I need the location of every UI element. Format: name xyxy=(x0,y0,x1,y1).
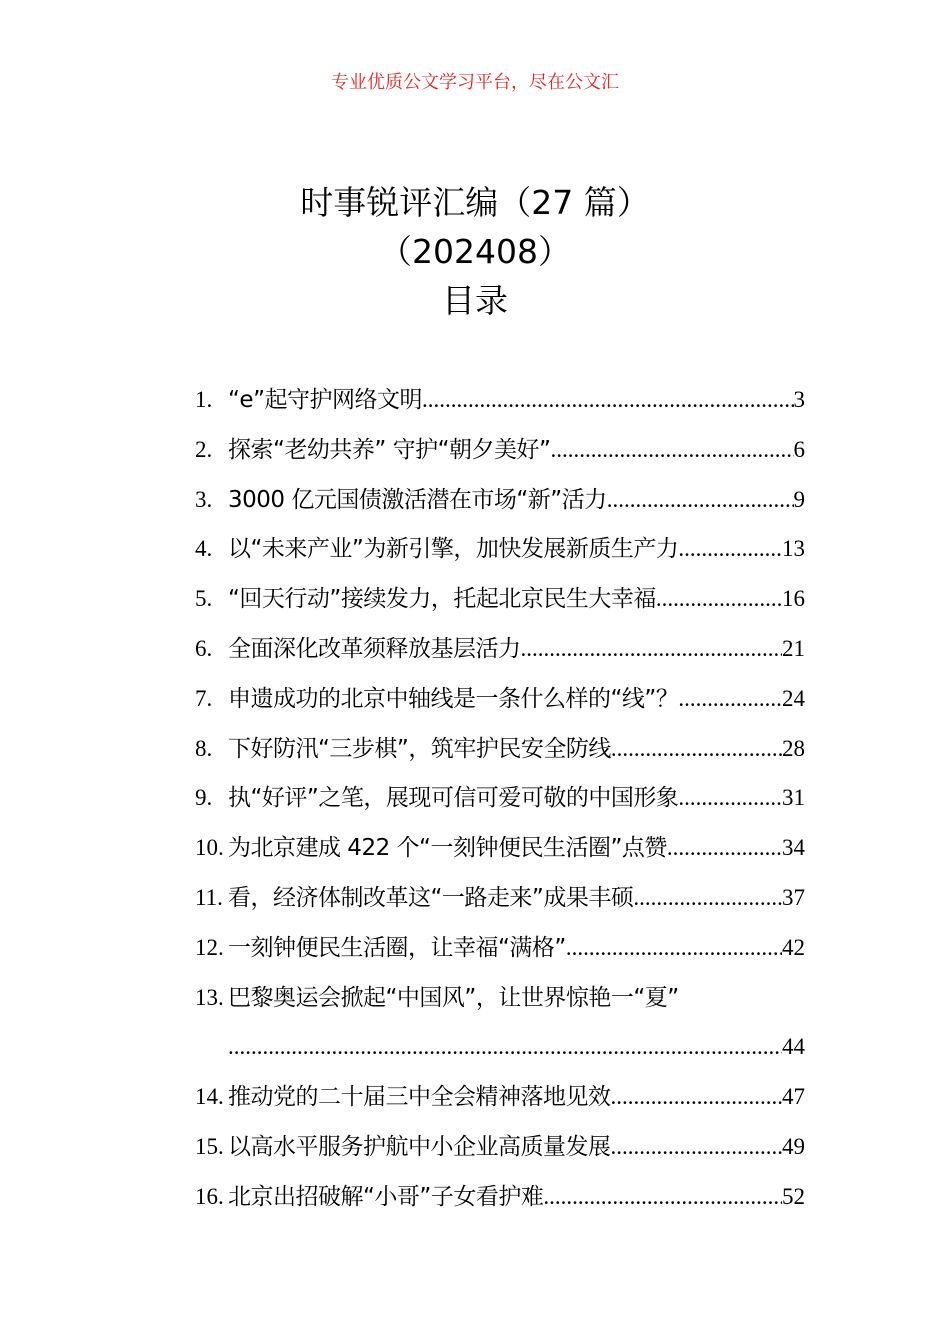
toc-entry[interactable] xyxy=(195,877,805,927)
toc-entry-number: 3. xyxy=(195,486,213,512)
toc-entry[interactable] xyxy=(195,977,805,1077)
toc-entry-page: 44 xyxy=(782,1034,805,1060)
toc-leader-dots xyxy=(611,1076,783,1118)
toc-entry-number: 15. xyxy=(195,1133,224,1159)
toc-leader-dots xyxy=(228,1026,782,1068)
title-line-2: （202408） xyxy=(379,232,571,271)
toc-leader-dots xyxy=(678,678,782,720)
toc-leader-dots xyxy=(633,877,782,919)
header-watermark-text: 专业优质公文学习平台，尽在公文汇 xyxy=(331,72,619,93)
toc-entry-number: 11. xyxy=(195,884,223,910)
toc-entry-page: 24 xyxy=(782,685,805,711)
table-of-contents xyxy=(195,379,805,1226)
toc-entry-number: 1. xyxy=(195,387,213,412)
toc-entry[interactable] xyxy=(195,479,805,529)
toc-leader-dots xyxy=(656,578,782,620)
toc-entry-title: 申遗成功的北京中轴线是一条什么样的“线”？ xyxy=(228,685,679,712)
toc-entry-title: 3000 亿元国债激活潜在市场“新”活力 xyxy=(228,486,607,513)
toc-entry-page: 49 xyxy=(782,1133,805,1159)
toc-entry-number: 13. xyxy=(195,984,224,1010)
toc-entry-title: 北京出招破解“小哥”子女看护难 xyxy=(228,1183,544,1210)
toc-entry-page: 16 xyxy=(782,586,805,612)
toc-entry[interactable] xyxy=(195,578,805,628)
toc-entry-page: 9 xyxy=(793,486,805,512)
toc-entry[interactable] xyxy=(195,528,805,578)
toc-entry[interactable] xyxy=(195,777,805,827)
toc-entry-page: 6 xyxy=(793,436,805,462)
document-title xyxy=(0,178,950,325)
toc-leader-dots xyxy=(678,528,782,570)
toc-entry-number: 16. xyxy=(195,1183,224,1209)
toc-entry-page: 37 xyxy=(782,884,805,910)
toc-entry[interactable] xyxy=(195,827,805,877)
toc-entry-page: 13 xyxy=(782,536,805,562)
toc-entry[interactable] xyxy=(195,1076,805,1126)
toc-leader-dots xyxy=(667,827,782,869)
toc-leader-dots xyxy=(550,429,793,471)
toc-entry-title: “e”起守护网络文明 xyxy=(228,387,422,413)
toc-entry-title: 为北京建成 422 个“一刻钟便民生活圈”点赞 xyxy=(228,835,667,862)
toc-entry-page: 31 xyxy=(782,785,805,811)
toc-entry-number: 9. xyxy=(195,785,213,811)
toc-entry-page: 28 xyxy=(782,735,805,761)
title-line-3: 目录 xyxy=(442,281,508,320)
toc-entry-page: 42 xyxy=(782,934,805,960)
toc-entry-title: 以“未来产业”为新引擎，加快发展新质生产力 xyxy=(228,536,679,563)
toc-entry-title: 全面深化改革须释放基层活力 xyxy=(228,635,521,662)
toc-entry-title: 探索“老幼共养” 守护“朝夕美好” xyxy=(228,436,551,463)
toc-leader-dots xyxy=(566,927,782,969)
toc-entry-page: 21 xyxy=(782,635,805,661)
toc-entry-number: 2. xyxy=(195,436,213,462)
toc-entry[interactable] xyxy=(195,678,805,728)
toc-entry-title: 看，经济体制改革这“一路走来”成果丰硕 xyxy=(228,884,634,911)
toc-entry[interactable] xyxy=(195,379,805,429)
toc-leader-dots xyxy=(678,777,782,819)
toc-entry-title: “回天行动”接续发力，托起北京民生大幸福 xyxy=(228,586,656,613)
toc-entry-page: 3 xyxy=(793,387,805,412)
toc-entry-page: 34 xyxy=(782,835,805,861)
toc-entry-number: 12. xyxy=(195,934,224,960)
toc-entry-title: 下好防汛“三步棋”，筑牢护民安全防线 xyxy=(228,735,611,762)
toc-entry-page: 47 xyxy=(782,1084,805,1110)
toc-leader-dots xyxy=(607,479,794,521)
toc-leader-dots xyxy=(422,379,794,421)
toc-entry-number: 5. xyxy=(195,586,213,612)
toc-entry-title: 执“好评”之笔，展现可信可爱可敬的中国形象 xyxy=(228,785,679,812)
title-line-1: 时事锐评汇编（27 篇） xyxy=(300,183,650,222)
toc-entry[interactable] xyxy=(195,728,805,778)
toc-entry-title: 以高水平服务护航中小企业高质量发展 xyxy=(228,1133,611,1160)
toc-entry-number: 14. xyxy=(195,1084,224,1110)
toc-entry-number: 10. xyxy=(195,835,224,861)
toc-leader-dots xyxy=(543,1176,782,1218)
toc-leader-dots xyxy=(521,628,783,670)
toc-entry[interactable] xyxy=(195,429,805,479)
toc-entry-page: 52 xyxy=(782,1183,805,1209)
toc-leader-dots xyxy=(611,728,782,770)
toc-entry[interactable] xyxy=(195,1176,805,1226)
toc-entry-title: 巴黎奥运会掀起“中国风”，让世界惊艳一“夏” xyxy=(228,984,679,1011)
toc-entry-title: 一刻钟便民生活圈，让幸福“满格” xyxy=(228,934,566,961)
toc-entry[interactable] xyxy=(195,1126,805,1176)
toc-entry-number: 8. xyxy=(195,735,213,761)
toc-entry-number: 6. xyxy=(195,635,213,661)
toc-entry[interactable] xyxy=(195,628,805,678)
toc-entry-title: 推动党的二十届三中全会精神落地见效 xyxy=(228,1084,611,1111)
toc-entry-number: 7. xyxy=(195,685,213,711)
toc-leader-dots xyxy=(611,1126,783,1168)
toc-entry-number: 4. xyxy=(195,536,213,562)
toc-entry[interactable] xyxy=(195,927,805,977)
